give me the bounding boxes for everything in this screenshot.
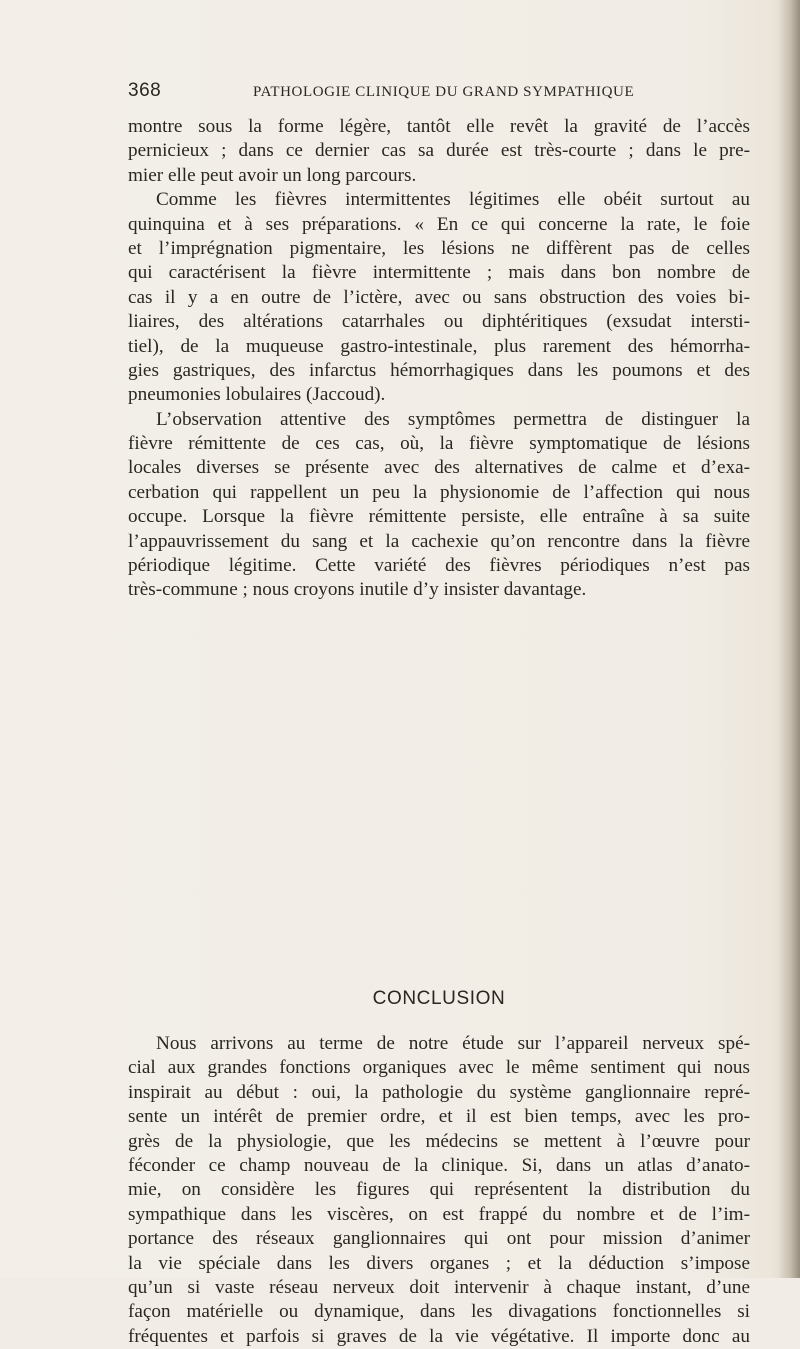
page-number: 368 — [128, 80, 162, 101]
text-line: cial aux grandes fonctions organiques avec le même sentiment qui nous — [128, 1057, 750, 1079]
running-header — [128, 80, 748, 110]
text-line: occupe. Lorsque la fièvre rémittente persiste, elle entraîne à sa suite — [128, 506, 750, 528]
text-line: grès de la physiologie, que les médecins se mettent à l’œuvre pour — [128, 1130, 750, 1152]
text-line: liaires, des altérations catarrhales ou diphtéritiques (exsudat intersti- — [128, 311, 750, 333]
body-text-upper — [128, 115, 750, 603]
text-line: fréquentes et parfois si graves de la vie végétative. Il importe donc au — [128, 1325, 750, 1347]
text-line: qui caractérisent la fièvre intermittente ; mais dans bon nombre de — [128, 262, 750, 284]
text-line: la vie spéciale dans les divers organes ; et la déduction s’impose — [128, 1252, 750, 1274]
text-line: façon matérielle ou dynamique, dans les divagations fonctionnelles si — [128, 1301, 750, 1323]
running-title: PATHOLOGIE CLINIQUE DU GRAND SYMPATHIQUE — [253, 84, 635, 100]
text-line: montre sous la forme légère, tantôt elle revêt la gravité de l’accès — [128, 116, 750, 137]
text-line: fièvre rémittente de ces cas, où, la fièvre symptomatique de lésions — [128, 433, 750, 455]
text-line: qu’un si vaste réseau nerveux doit intervenir à chaque instant, d’une — [128, 1276, 750, 1298]
text-line: pernicieux ; dans ce dernier cas sa durée est très-courte ; dans le pre- — [128, 140, 750, 162]
text-line: mier elle peut avoir un long parcours. — [128, 164, 417, 186]
text-line: tiel), de la muqueuse gastro-intestinale, plus rarement des hémorrha- — [128, 335, 750, 357]
text-line: mie, on considère les figures qui représentent la distribution du — [128, 1179, 750, 1201]
text-line: portance des réseaux ganglionnaires qui ont pour mission d’animer — [128, 1228, 750, 1250]
page-edge-shadow — [778, 0, 800, 1278]
text-line: sympathique dans les viscères, on est frappé du nombre et de l’im- — [128, 1203, 750, 1225]
text-line: L’observation attentive des symptômes permettra de distinguer la — [156, 408, 750, 430]
text-line: Nous arrivons au terme de notre étude sur l’appareil nerveux spé- — [156, 1033, 750, 1054]
text-line: très-commune ; nous croyons inutile d’y insister davantage. — [128, 579, 587, 601]
text-line: l’appauvrissement du sang et la cachexie qu’on rencontre dans la fièvre — [128, 530, 750, 552]
text-line: cerbation qui rappellent un peu la physionomie de l’affection qui nous — [128, 481, 750, 503]
text-line: sente un intérêt de premier ordre, et il est bien temps, avec les pro- — [128, 1106, 750, 1128]
text-line: cas il y a en outre de l’ictère, avec ou sans obstruction des voies bi- — [128, 286, 750, 308]
text-line: inspirait au début : oui, la pathologie du système ganglionnaire repré- — [128, 1081, 750, 1103]
text-line: périodique légitime. Cette variété des fièvres périodiques n’est pas — [128, 555, 750, 577]
text-line: quinquina et à ses préparations. « En ce qui concerne la rate, le foie — [128, 213, 750, 235]
conclusion-heading: CONCLUSION — [372, 988, 506, 1009]
text-line: gies gastriques, des infarctus hémorrhagiques dans les poumons et des — [128, 359, 750, 381]
body-text-lower — [128, 1032, 750, 1349]
text-line: féconder ce champ nouveau de la clinique. Si, dans un atlas d’anato- — [128, 1154, 750, 1176]
text-line: pneumonies lobulaires (Jaccoud). — [128, 384, 386, 406]
text-line: et l’imprégnation pigmentaire, les lésions ne diffèrent pas de celles — [128, 237, 750, 259]
text-line: locales diverses se présente avec des alternatives de calme et d’exa- — [128, 457, 750, 479]
text-line: Comme les fièvres intermittentes légitimes elle obéit surtout au — [156, 189, 750, 211]
